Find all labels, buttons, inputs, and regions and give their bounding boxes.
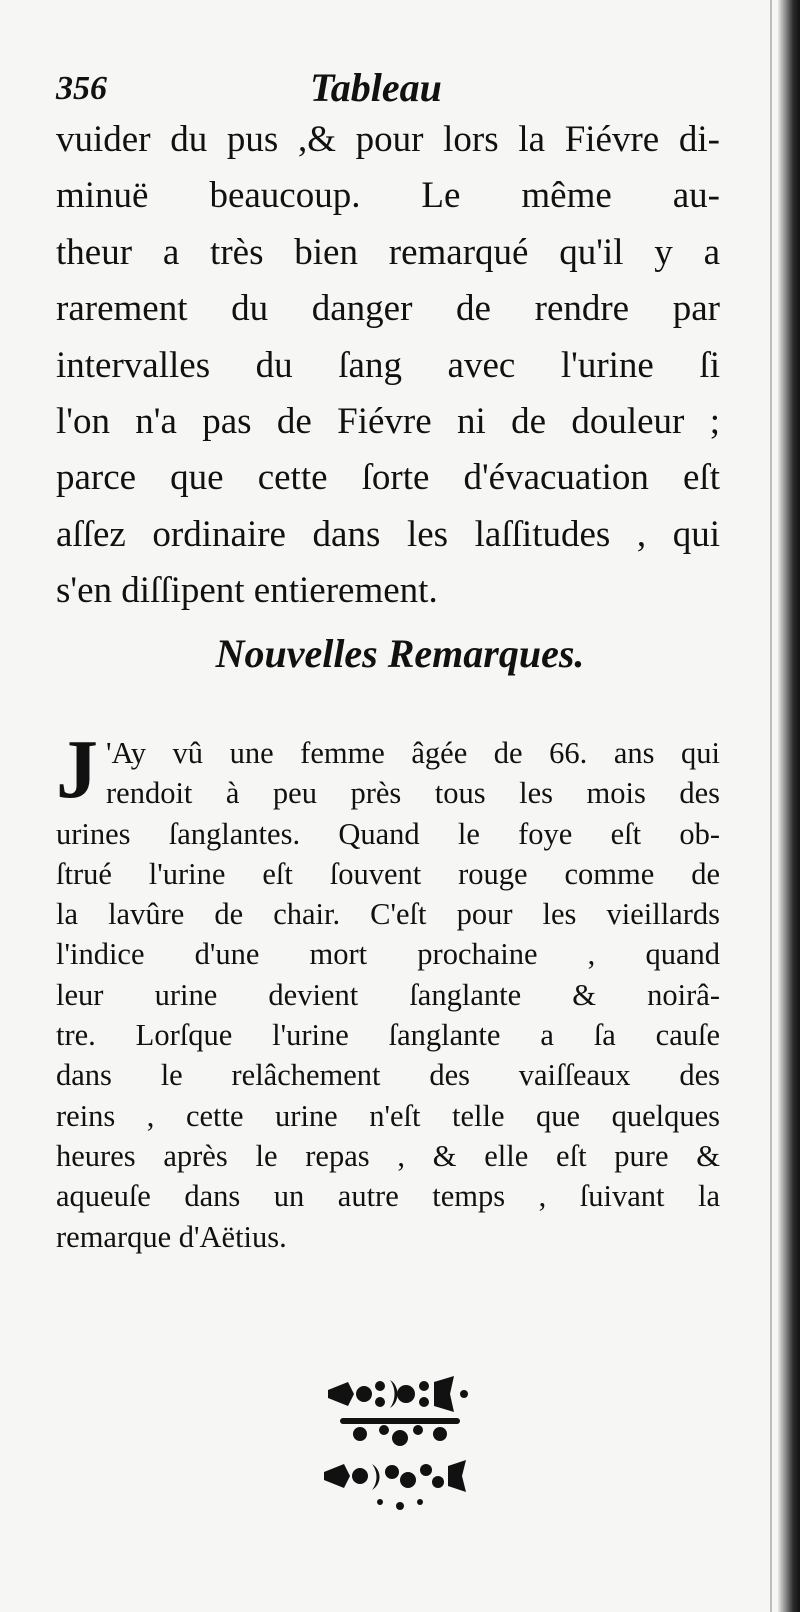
text-line: vuider du pus ,& pour lors la Fiévre di- (56, 119, 720, 160)
text-line: remarque d'Aëtius. (56, 1219, 287, 1254)
text-line: tre. Lorſque l'urine ſanglante a ſa cauſe (56, 1018, 720, 1053)
text-line: intervalles du ſang avec l'urine ſi (56, 344, 720, 386)
text-line: minuë beaucoup. Le même au- (56, 175, 720, 217)
dropcap-lines (56, 723, 720, 816)
printers-fleuron-ornament-icon (320, 1372, 480, 1527)
section-title: Nouvelles Remarques. (215, 631, 585, 676)
text-line: aſſez ordinaire dans les laſſitudes , qui (56, 513, 720, 555)
text-line: ſtrué l'urine eſt ſouvent rouge comme de (56, 856, 720, 891)
page-header (56, 64, 716, 114)
page-edge-shadow (778, 0, 800, 1612)
text-line: rendoit à peu près tous les mois des (106, 776, 720, 811)
running-head: Tableau (310, 65, 442, 110)
text-line: leur urine devient ſanglante & noirâ- (56, 977, 720, 1012)
text-line: reins , cette urine n'eſt telle que quelques (56, 1098, 720, 1133)
page-number: 356 (56, 70, 107, 107)
text-line: theur a très bien remarqué qu'il y a (56, 231, 720, 273)
paragraph-continued (56, 112, 720, 620)
text-line: parce que cette ſorte d'évacuation eſt (56, 457, 720, 499)
text-line: la lavûre de chair. C'eſt pour les vieillards (56, 897, 720, 932)
text-line: heures après le repas , & elle eſt pure & (56, 1138, 720, 1173)
page-edge-line (770, 0, 772, 1612)
text-line: l'on n'a pas de Fiévre ni de douleur ; (56, 401, 720, 443)
text-line: l'indice d'une mort prochaine , quand (56, 937, 720, 972)
text-line: dans le relâchement des vaiſſeaux des (56, 1058, 720, 1093)
text-line: urines ſanglantes. Quand le foye eſt ob- (56, 816, 720, 851)
drop-cap: J (56, 723, 98, 816)
text-line: rarement du danger de rendre par (56, 288, 720, 330)
text-line: s'en diſſipent entierement. (56, 570, 438, 612)
text-line: aqueuſe dans un autre temps , ſuivant la (56, 1179, 720, 1214)
paragraph-remarks (56, 723, 720, 1257)
text-line: 'Ay vû une femme âgée de 66. ans qui (106, 736, 720, 770)
